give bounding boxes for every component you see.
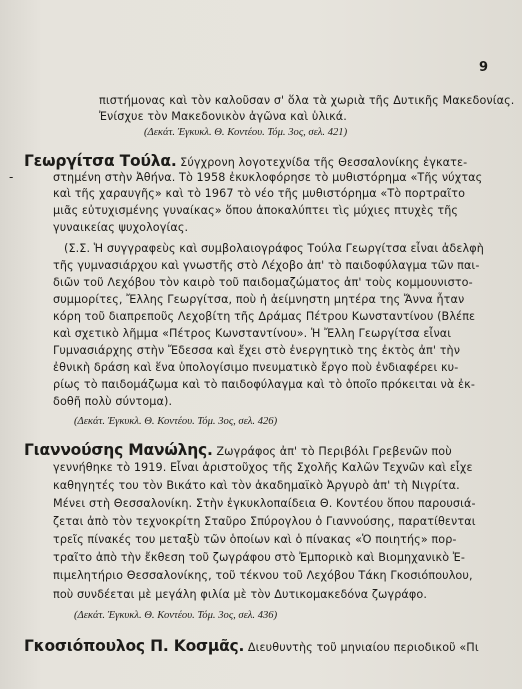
note-line: (Σ.Σ. Ἡ συγγραφεὺς καὶ συμβολαιογράφος Τούλα Γεωργίτσα εἶναι ἀδελφὴ [64,242,484,255]
entry-first-line-text: Σύγχρονη λογοτεχνίδα τῆς Θεσσαλονίκης ἐγκατε- [180,156,468,169]
text-line: ποὺ συνδέεται μὲ μεγάλη φιλία μὲ τὸν Δυτικομακεδόνα ζωγράφο. [53,588,427,601]
note-line: τῆς γυμνασιάρχου καὶ γνωστῆς στὸ Λέχοβο ἀπ' τὸ παιδοφύλαγμα τῶν παι- [53,259,480,272]
margin-mark: - [9,170,14,184]
entry-first-line [24,637,479,655]
entry-heading: Γιαννούσης Μανώλης. [24,441,213,459]
text-line: τρεῖς πίνακές του μεταξὺ τῶν ὁποίων καὶ ὁ πίνακας «Ὁ ποιητής» πορ- [53,533,457,546]
text-line: γυναικείας ψυχολογίας. [53,221,189,234]
entry-first-line-text: Ζωγράφος ἀπ' τὸ Περιβόλι Γρεβενῶν ποὺ [216,445,452,458]
text-line: Μένει στὴ Θεσσαλονίκη. Στὴν ἐγκυκλοπαίδεια Θ. Κοντέου ὅπου παρουσιά- [53,497,476,510]
entry-first-line-text: Διευθυντὴς τοῦ μηνιαίου περιοδικοῦ «Πι [247,641,479,654]
note-line: διῶν τοῦ Λεχόβου τὸν καιρὸ τοῦ παιδομαζώματος ἀπ' τοὺς κομμουνιστο- [53,276,473,289]
citation: (Δεκάτ. Ἐγκυκλ. Θ. Κοντέου. Τόμ. 3ος, σελ. 436) [74,610,278,621]
text-line: ζεται ἀπὸ τὸν τεχνοκρίτη Σταῦρο Σπύρογλου ὁ Γιαννούσης, παρατίθενται [53,515,476,528]
text-line: στημένη στὴν Ἀθήνα. Τὸ 1958 ἐκυκλοφόρησε τὸ μυθιστόρημα «Τῆς νύχτας [53,171,483,184]
text-line: καθηγητές του τὸν Βικάτο καὶ τὸν ἀκαδημαϊκὸ Ἀργυρὸ ἀπ' τὴ Νιγρίτα. [53,479,460,492]
entry-first-line [24,152,467,170]
text-line: καὶ τῆς χαραυγῆς» καὶ τὸ 1967 τὸ νέο τῆς μυθιστόρημα «Τὸ πορτραῖτο [53,187,466,200]
note-line: καὶ σχετικὸ λῆμμα «Πέτρος Κωνσταντίνου». Ἡ Ἔλλη Γεωργίτσα εἶναι [53,327,452,340]
note-line: Γυμνασιάρχης στὴν Ἔδεσσα καὶ ἔχει στὸ ἐνεργητικὸ της ἐκτὸς ἀπ' τὴν [53,344,461,357]
note-line: ἐθνικὴ δράση καὶ ἕνα ὑπολογίσιμο πνευματικὸ ἔργο ποὺ ἐνδιαφέρει κυ- [53,361,459,374]
text-line: πιστήμονας καὶ τὸν καλοῦσαν σ' ὅλα τὰ χωριὰ τῆς Δυτικῆς Μακεδονίας. [99,94,515,107]
text-line: γεννήθηκε τὸ 1919. Εἶναι ἀριστοῦχος τῆς Σχολῆς Καλῶν Τεχνῶν καὶ εἶχε [53,461,473,474]
note-line: συμμορίτες, Ἔλλης Γεωργίτσα, ποὺ ἡ ἀείμνηστη μητέρα της Ἄννα ἦταν [53,293,465,306]
text-line: μιᾶς εὐτυχισμένης γυναίκας» ὅπου ἀποκαλύπτει τὶς μύχιες πτυχὲς τῆς [53,204,459,217]
entry-heading: Γκοσιόπουλος Π. Κοσμᾶς. [24,637,245,655]
note-line: κόρη τοῦ διαπρεποῦς Λεχοβίτη τῆς Δράμας Πέτρου Κωνσταντίνου (Βλέπε [53,310,476,323]
note-line: δοθῆ πολὺ σύντομα). [53,395,173,408]
citation: (Δεκάτ. Ἐγκυκλ. Θ. Κοντέου. Τόμ. 3ος, σελ. 426) [74,416,278,427]
entry-heading: Γεωργίτσα Τούλα. [24,152,177,170]
note-line: ρίως τὸ παιδομάζωμα καὶ τὸ παιδοφύλαγμα καὶ τὸ ὁποῖο πρόκειται νὰ ἐκ- [53,378,476,391]
entry-first-line [24,441,452,459]
citation: (Δεκάτ. Ἐγκυκλ. Θ. Κοντέου. Τόμ. 3ος, σελ. 421) [144,127,348,138]
text-line: Ἐνίσχυε τὸν Μακεδονικὸν ἀγῶνα καὶ ὑλικά. [99,110,347,123]
page-number: 9 [479,60,489,75]
text-line: πιμελητήριο Θεσσαλονίκης, τοῦ τέκνου τοῦ Λεχόβου Τάκη Γκοσιόπουλου, [53,569,473,582]
text-line: τραῖτο ἀπὸ τὴν ἔκθεση τοῦ ζωγράφου στὸ Ἐμπορικὸ καὶ Βιομηχανικὸ Ἐ- [53,551,465,564]
